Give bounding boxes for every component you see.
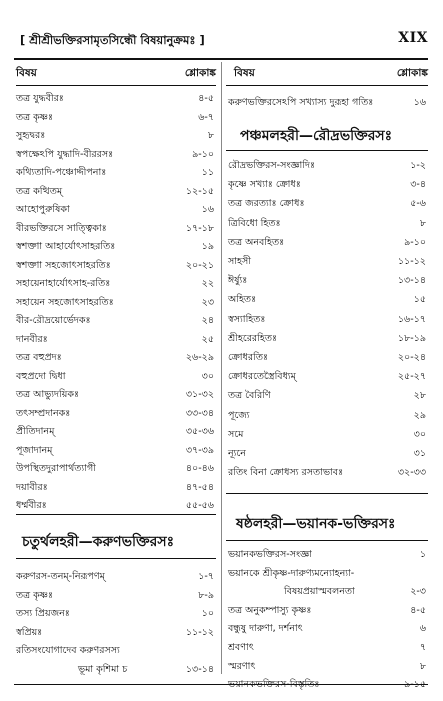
- right-column: [226, 0, 428, 701]
- entry-subject: তত্র যুদ্ধবীরঃ: [16, 93, 64, 104]
- entry-verse-range: ৯-১০: [192, 148, 214, 160]
- entry-verse-range: ৮: [419, 217, 426, 229]
- entry-subject: ক্রোধরতিঃ: [228, 352, 269, 363]
- entry-verse-range: ২০-২১: [185, 259, 214, 271]
- entry-subject: বিষয়প্রয়াস্মবলনতা: [284, 586, 355, 598]
- entry-verse-range: ১১-১২: [185, 626, 214, 638]
- entry-verse-range: ৪-৫: [410, 604, 426, 616]
- entry-subject: দানবীরঃ: [16, 333, 48, 345]
- entry-verse-range: ৬: [419, 623, 426, 635]
- entry-subject: পূজ্যে: [228, 409, 250, 421]
- entry-subject: করুণরস-তনম্‌-নিরূপণম্‌: [16, 571, 105, 582]
- entry-subject: তত্র কৃষ্ণঃ: [16, 589, 54, 601]
- entry-verse-range: ৮: [207, 130, 214, 141]
- entry-subject: তত্র অনুকম্পাস্যু কৃষ্ণঃ: [228, 604, 312, 616]
- section-title-fourth-wave: চতুর্থলহরী—করুণভক্তিরসঃ: [22, 534, 175, 550]
- entry-verse-range: ৬-৭: [198, 111, 214, 123]
- left-column-header-rule: [16, 85, 216, 86]
- entry-verse-range: ৩৩-৩৪: [185, 407, 214, 419]
- entry-subject: বীরভক্তিরসে সাত্ত্বিকাঃ: [16, 222, 107, 234]
- entry-subject: স্বপ্রিয়ঃ: [16, 626, 43, 638]
- page-header-title: [ শ্রীশ্রীভক্তিরসামৃতসিন্ধৌ বিষয়ানুক্রমঃ ]: [20, 33, 205, 47]
- index-entry: [16, 460, 216, 477]
- entry-subject: স্মরণাৎ: [228, 660, 256, 672]
- index-entry: [16, 331, 216, 348]
- section-title-fifth-wave: পঞ্চমলহরী—রৌদ্রভক্তিরসঃ: [240, 128, 393, 144]
- entry-verse-range: ১৩-১৪: [397, 275, 426, 287]
- entry-verse-range: ৩১-৩২: [185, 389, 214, 400]
- entry-verse-range: ৯-১০: [404, 236, 426, 248]
- index-entry: [226, 349, 428, 366]
- entry-verse-range: ১: [419, 549, 426, 560]
- entry-subject: তত্র অনবহিতঃ: [228, 236, 285, 248]
- entry-verse-range: ১৮-১৯: [397, 332, 426, 344]
- entry-verse-range: ২২: [201, 278, 214, 289]
- index-entry: [16, 349, 216, 366]
- entry-subject: সমে: [228, 428, 244, 440]
- entry-subject: তত্র কত্থিতম্‌: [16, 185, 63, 197]
- entry-verse-range: ৪০-৪৬: [185, 463, 214, 474]
- entry-subject: স্বশক্তাা সহজোৎসাহরতিঃ: [16, 259, 111, 271]
- entry-subject: করুণভক্তিরসেঽপি সখ্যাস্য দুরূহা গতিঃ: [228, 97, 374, 108]
- index-entry: [16, 312, 216, 329]
- entry-subject: বন্ধুষু দারুণা, দর্শনাৎ: [228, 623, 303, 635]
- index-entry: [226, 291, 428, 308]
- subject-column-label: বিষয়: [234, 67, 255, 79]
- index-entry: [16, 201, 216, 218]
- entry-verse-range: ৪-৫: [198, 93, 214, 104]
- right-section1-rule: [226, 150, 428, 151]
- entry-subject: তত্র বৈরিণি: [228, 390, 271, 402]
- entry-subject: সহায়েনাহার্যোৎসাহ-রতিঃ: [16, 278, 111, 289]
- index-entry: [16, 386, 216, 403]
- right-column-header-rule: [226, 85, 428, 86]
- left-section-rule-bottom: [16, 558, 216, 559]
- index-entry: [226, 445, 428, 462]
- entry-verse-range: ৫৫-৫৬: [185, 500, 214, 511]
- index-entry: [16, 368, 216, 385]
- index-entry: [226, 368, 428, 385]
- entry-subject: ঈর্ষ্যুঃ: [228, 275, 248, 287]
- entry-verse-range: ১৯: [201, 241, 214, 252]
- verse-column-label: শ্লোকাঙ্ক: [396, 67, 428, 79]
- entry-subject: কথ্যিতাদি-পঞ্চোদ্দীপনাঃ: [16, 167, 107, 178]
- section-title-sixth-wave: ষষ্ঠলহরী—ভয়ানক-ভক্তিরসঃ: [236, 516, 396, 532]
- index-entry: [16, 146, 216, 163]
- index-entry: [16, 109, 216, 126]
- entry-subject: বীর-রৌদ্রয়োর্ভেদকঃ: [16, 315, 91, 326]
- entry-subject: ন্যূনে: [228, 448, 246, 459]
- entry-subject: রতিং বিনা ক্রোধস্য রসতাভাবঃ: [228, 467, 344, 479]
- entry-subject: রতিসংযোগাদেব করুণরসস্য: [16, 645, 120, 657]
- index-entry: [226, 311, 428, 328]
- entry-verse-range: ১৫: [413, 294, 426, 306]
- entry-verse-range: ১-২: [410, 160, 426, 171]
- index-entry: [226, 583, 428, 600]
- right-section2-rule-top: [226, 493, 428, 494]
- entry-subject: শ্রীহরেরহিতঃ: [228, 332, 278, 344]
- index-entry: [16, 90, 216, 107]
- entry-subject: শ্রবণাৎ: [228, 642, 254, 653]
- index-entry: [16, 605, 216, 622]
- entry-subject: বহুপ্রদো দ্বিধা: [16, 370, 66, 382]
- entry-subject: আহোপুরুষিকা: [16, 204, 70, 215]
- left-section-rule-top: [16, 514, 216, 515]
- entry-verse-range: ২৯: [413, 409, 426, 421]
- entry-subject: উপস্থিতদুরাপার্থত্যাগী: [16, 463, 96, 474]
- entry-verse-range: ১১: [201, 167, 214, 178]
- entry-subject: স্বপক্ষেঽপি যুদ্ধাদি-বীররসঃ: [16, 148, 114, 160]
- entry-verse-range: ১২-১৫: [185, 185, 214, 197]
- index-entry: [226, 407, 428, 424]
- index-entry: [226, 195, 428, 212]
- entry-verse-range: ১৬: [201, 204, 214, 215]
- entry-verse-range: ১৬-১৭: [397, 313, 426, 325]
- right-section2-rule-bottom: [226, 540, 428, 541]
- right-column-header: [226, 66, 428, 84]
- entry-subject: তত্র আভ্যুদয়িকঃ: [16, 389, 80, 400]
- entry-subject: তত্র কৃষ্ণঃ: [16, 111, 54, 123]
- index-entry: [226, 639, 428, 656]
- entry-verse-range: ১৩-১৪: [185, 664, 214, 675]
- column-divider: [221, 62, 222, 674]
- index-entry: [226, 426, 428, 443]
- entry-verse-range: ২৪: [201, 315, 214, 326]
- index-entry: [16, 257, 216, 274]
- entry-verse-range: ১-৭: [198, 571, 214, 582]
- index-entry: [226, 546, 428, 563]
- entry-subject: সহায়েন সহজোৎসাহরতিঃ: [16, 296, 114, 308]
- entry-verse-range: ৩১: [413, 448, 426, 459]
- index-entry: [16, 442, 216, 459]
- index-entry: [16, 587, 216, 604]
- entry-verse-range: ৩০: [201, 370, 214, 382]
- entry-subject: স্বশক্তাা আহার্যোৎসাহরতিঃ: [16, 241, 116, 252]
- index-entry: [16, 220, 216, 237]
- entry-verse-range: ২৫: [201, 333, 214, 345]
- page-number: XIX: [398, 30, 428, 46]
- index-entry: [16, 661, 216, 678]
- index-entry: [226, 253, 428, 270]
- entry-verse-range: ১১-১২: [397, 256, 426, 267]
- entry-subject: রৌদ্রভক্তিরস-সংজ্ঞাদিঃ: [228, 160, 316, 171]
- footer-rule: [14, 684, 428, 685]
- entry-verse-range: ৩৭-৩৯: [185, 444, 214, 456]
- entry-verse-range: ২৩: [201, 296, 214, 308]
- index-entry: [16, 164, 216, 181]
- entry-verse-range: ২৬-২৯: [185, 352, 214, 363]
- verse-column-label: শ্লোকাঙ্ক: [184, 67, 216, 79]
- index-entry: [16, 624, 216, 641]
- entry-verse-range: ১০: [201, 608, 214, 620]
- subject-column-label: বিষয়: [16, 67, 37, 79]
- entry-subject: দয়াবীরঃ: [16, 481, 48, 493]
- entry-verse-range: ২০-২৪: [397, 352, 426, 363]
- entry-verse-range: ৪৭-৫৪: [185, 481, 214, 493]
- index-entry: [226, 272, 428, 289]
- entry-subject: সুহৃদ্বরঃ: [16, 130, 46, 141]
- index-entry: [226, 620, 428, 637]
- entry-subject: ত্রিবিধো হিতঃ: [228, 217, 281, 229]
- index-entry: [226, 157, 428, 174]
- index-entry: [226, 387, 428, 404]
- index-entry: [226, 464, 428, 481]
- entry-verse-range: ৮: [419, 660, 426, 672]
- index-entry: [16, 497, 216, 514]
- entry-verse-range: ৫-৬: [410, 198, 426, 210]
- index-entry: [226, 215, 428, 232]
- entry-verse-range: ৭: [419, 642, 426, 653]
- index-entry: [16, 479, 216, 496]
- entry-verse-range: ৩-৪: [410, 179, 426, 191]
- index-entry: [16, 423, 216, 440]
- left-column: [16, 0, 216, 701]
- entry-subject: ভয়ানকভক্তিরস-সংজ্ঞা: [228, 549, 312, 560]
- entry-subject: ভয়ানকে শ্রীকৃষ্ণ-দারুণ্যমন্যোহন্যা-: [228, 567, 355, 579]
- entry-verse-range: ২৫-২৭: [397, 371, 426, 383]
- entry-subject: ধর্ম্মবীরঃ: [16, 500, 47, 511]
- index-entry: [226, 658, 428, 675]
- entry-subject: তত্র বহুপ্রদঃ: [16, 352, 62, 363]
- index-entry: [226, 330, 428, 347]
- entry-verse-range: ৩৫-৩৬: [185, 426, 214, 437]
- left-column-header: [16, 66, 216, 84]
- entry-subject: তস্য প্রিয়জনঃ: [16, 608, 70, 620]
- entry-verse-range: ৩০: [413, 428, 426, 440]
- index-entry: [16, 642, 216, 659]
- entry-verse-range: ২-৩: [410, 586, 426, 598]
- entry-subject: অহিতঃ: [228, 294, 257, 306]
- entry-verse-range: ২৮: [413, 390, 426, 402]
- entry-subject: তৎসম্প্রদানকঃ: [16, 407, 71, 419]
- entry-subject: সাহসী: [228, 256, 252, 267]
- entry-subject: পূজাদানম্‌: [16, 444, 53, 456]
- index-entry: [226, 565, 428, 582]
- entry-verse-range: ১৬: [413, 97, 426, 108]
- entry-subject: ভূমা কৃশিমা চ: [78, 664, 128, 675]
- entry-subject: প্রীতিদানম্‌: [16, 426, 55, 437]
- entry-verse-range: ১৭-১৮: [185, 222, 214, 234]
- entry-subject: স্বস্যাহিতঃ: [228, 313, 266, 325]
- index-entry: [16, 183, 216, 200]
- entry-verse-range: ৩২-৩৩: [397, 467, 426, 479]
- index-entry: [16, 568, 216, 585]
- index-entry: [226, 94, 428, 111]
- index-entry: [16, 238, 216, 255]
- index-entry: [226, 176, 428, 193]
- entry-subject: কৃষ্ণে সখ্যাঃ ক্রোধঃ: [228, 179, 301, 191]
- index-entry: [16, 405, 216, 422]
- index-entry: [16, 127, 216, 144]
- index-entry: [226, 602, 428, 619]
- entry-subject: তত্র জরত্যাঃ ক্রোধঃ: [228, 198, 305, 210]
- index-entry: [16, 275, 216, 292]
- entry-subject: ক্রোধরতেস্ত্রৈবিধ্যম্‌: [228, 371, 296, 383]
- entry-verse-range: ৮-৯: [198, 589, 214, 601]
- index-entry: [226, 234, 428, 251]
- index-entry: [16, 294, 216, 311]
